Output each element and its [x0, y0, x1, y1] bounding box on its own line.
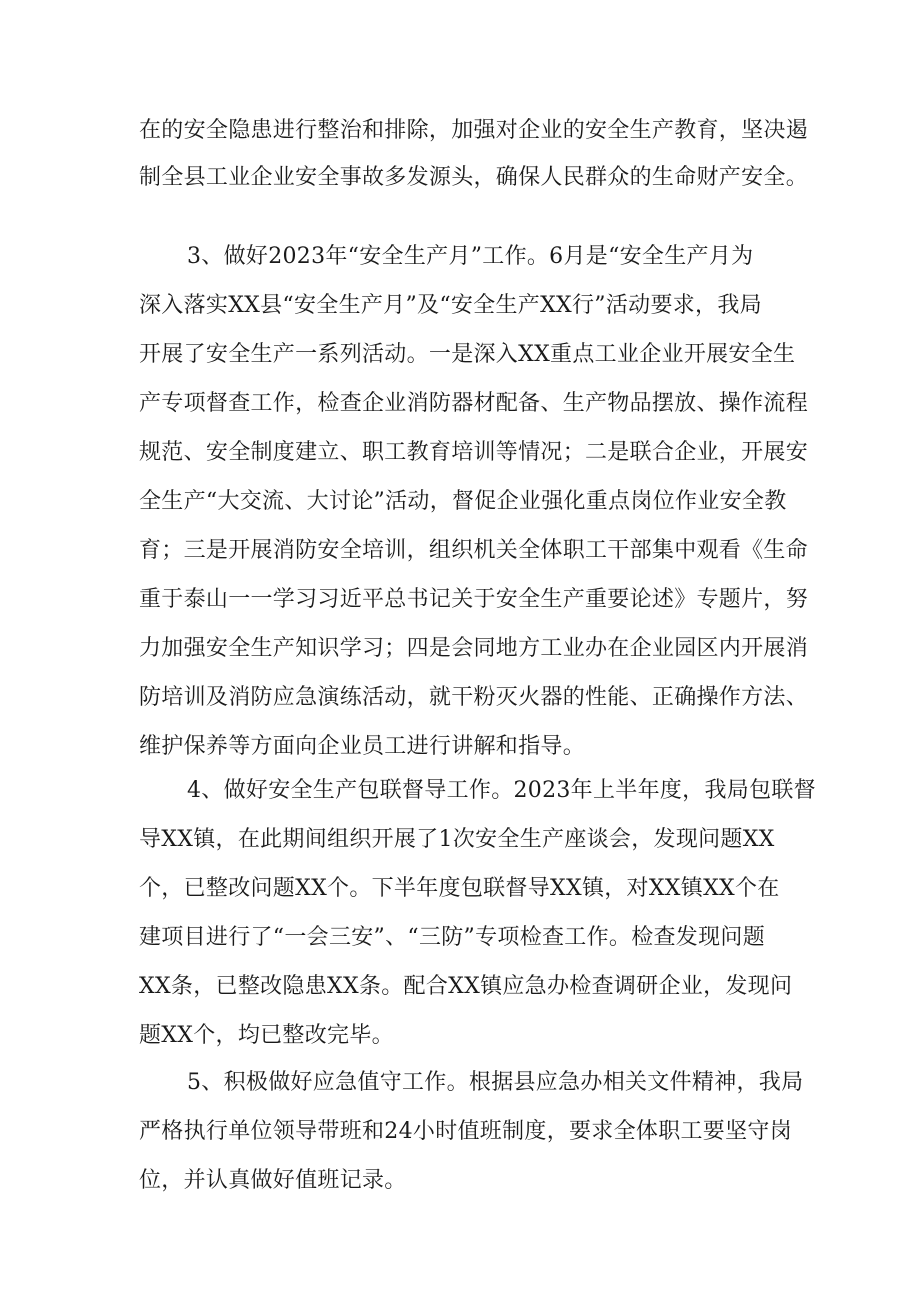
text-line: 制全县工业企业安全事故多发源头，确保人民群众的生命财产安全。: [139, 165, 809, 190]
text-line: 育；三是开展消防安全培训，组织机关全体职工干部集中观看《生命: [139, 538, 809, 563]
text-line: 重于泰山一一学习习近平总书记关于安全生产重要论述》专题片，努: [139, 587, 809, 612]
text-line: 严格执行单位领导带班和24小时值班制度，要求全体职工要坚守岗: [139, 1119, 792, 1144]
paragraph-4-first-line: 4、做好安全生产包联督导工作。2023年上半年度，我局包联督: [187, 778, 816, 803]
paragraph-5-first-line: 5、积极做好应急值守工作。根据县应急办相关文件精神，我局: [187, 1070, 804, 1095]
text-line: 力加强安全生产知识学习；四是会同地方工业办在企业园区内开展消: [139, 636, 809, 661]
text-line: 产专项督查工作，检查企业消防器材配备、生产物品摆放、操作流程: [139, 391, 809, 416]
text-line: XX条，已整改隐患XX条。配合XX镇应急办检查调研企业，发现问: [139, 974, 793, 999]
text-line: 在的安全隐患进行整治和排除，加强对企业的安全生产教育，坚决遏: [139, 118, 809, 143]
text-line: 维护保养等方面向企业员工进行讲解和指导。: [139, 734, 586, 759]
text-line: 开展了安全生产一系列活动。一是深入XX重点工业企业开展安全生: [139, 342, 796, 367]
paragraph-3-first-line: 3、做好2023年“安全生产月”工作。6月是“安全生产月为: [187, 244, 754, 269]
text-line: 深入落实XX县“安全生产月”及“安全生产XX行”活动要求，我局: [139, 293, 762, 318]
text-line: 建项目进行了“一会三安”、“三防”专项检查工作。检查发现问题: [139, 925, 765, 950]
text-line: 防培训及消防应急演练活动，就干粉灭火器的性能、正确操作方法、: [139, 685, 809, 710]
text-line: 全生产“大交流、大讨论”活动，督促企业强化重点岗位作业安全教: [139, 489, 787, 514]
text-line: 位，并认真做好值班记录。: [139, 1168, 407, 1193]
text-line: 导XX镇，在此期间组织开展了1次安全生产座谈会，发现问题XX: [139, 827, 775, 852]
text-line: 题XX个，均已整改完毕。: [139, 1023, 394, 1048]
text-line: 规范、安全制度建立、职工教育培训等情况；二是联合企业，开展安: [139, 440, 809, 465]
text-line: 个，已整改问题XX个。下半年度包联督导XX镇，对XX镇XX个在: [139, 876, 780, 901]
